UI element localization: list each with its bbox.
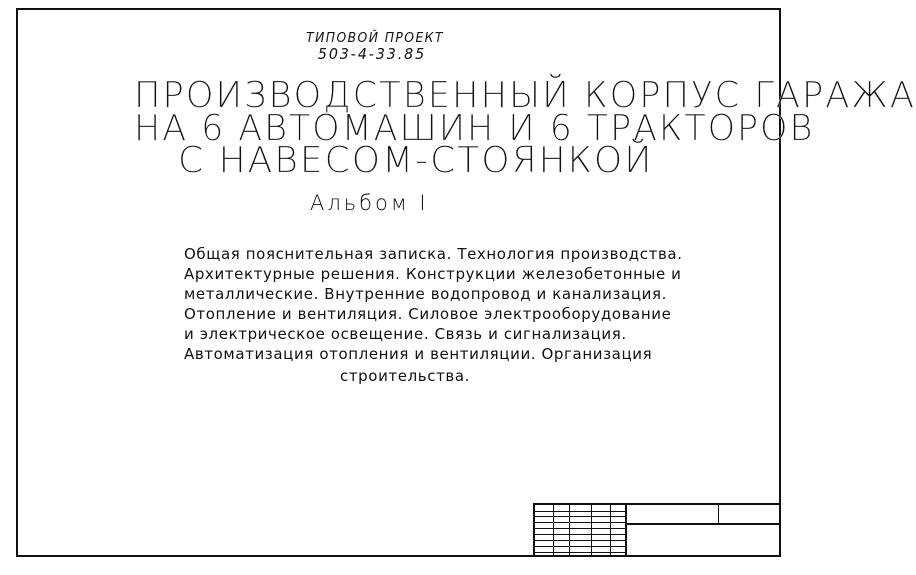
description-line-1: Общая пояснительная записка. Технология производства. [184,245,683,263]
description-line-6: Автоматизация отопления и вентиляции. Организация [184,345,653,363]
title-block-grid-line [535,534,625,535]
description-line-4: Отопление и вентиляция. Силовое электрооборудование [184,305,672,323]
description-line-3: металлические. Внутренние водопровод и канализация. [184,285,667,303]
title-block-grid-line [591,505,592,557]
title-block-table [533,503,781,557]
title-line-3: С НАВЕСОМ-СТОЯНКОЙ [178,140,654,181]
description-line-7: строительства. [340,367,471,385]
title-block-grid-line [535,511,625,512]
title-block-grid-line [535,540,625,541]
title-block-grid-line [553,505,554,557]
description-line-2: Архитектурные решения. Конструкции железобетонные и [184,265,682,283]
title-block-grid-line [569,505,570,557]
title-block-grid-line [535,522,625,523]
title-block-grid-line [535,528,625,529]
description-line-5: и электрическое освещение. Связь и сигнализация. [184,325,627,343]
project-code: 503-4-33.85 [317,45,427,63]
title-block-grid-line [718,505,719,523]
title-block-grid-line [535,516,625,517]
album-label: Альбом I [310,191,429,215]
title-block-grid-line [625,523,781,525]
title-block-grid-line [610,505,611,557]
title-line-1: ПРОИЗВОДСТВЕННЫЙ КОРПУС ГАРАЖА [134,75,916,116]
title-block-grid-line [625,505,627,557]
project-type-label: ТИПОВОЙ ПРОЕКТ [306,31,444,46]
title-block-grid-line [535,546,625,547]
title-block-grid-line [535,552,625,553]
title-line-2: НА 6 АВТОМАШИН И 6 ТРАКТОРОВ [134,108,815,149]
